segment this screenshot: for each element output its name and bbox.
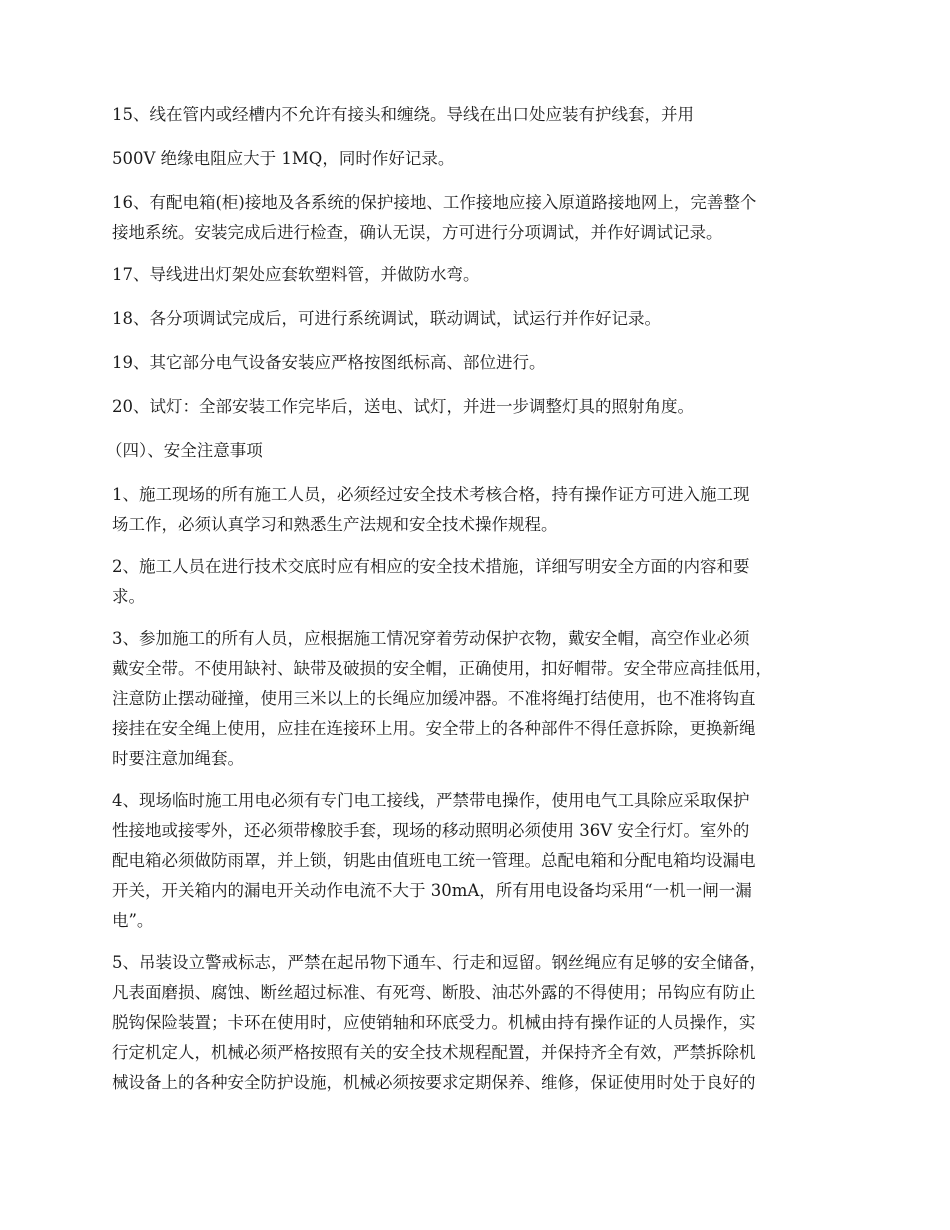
safety-items [112,480,840,1098]
text-line: 配电箱必须做防雨罩，并上锁，钥匙由值班电工统一管理。总配电箱和分配电箱均设漏电 [112,851,756,870]
text-line: 时要注意加绳套。 [112,749,244,768]
paragraph-p15b [112,144,840,174]
text-line: 500V 绝缘电阻应大于 1MQ，同时作好记录。 [112,149,455,168]
paragraph-p17 [112,260,840,290]
paragraph-p15a [112,100,840,130]
text-line: 接挂在安全绳上使用，应挂在连接环上用。安全带上的各种部件不得任意拆除，更换新绳 [112,719,756,738]
paragraph-p18 [112,304,840,334]
document-page [106,100,840,1110]
text-line: 4、现场临时施工用电必须有专门电工接线，严禁带电操作，使用电气工具除应采取保护 [112,791,750,810]
text-line: 18、各分项调试完成后，可进行系统调试，联动调试，试运行并作好记录。 [112,309,661,328]
paragraph-p19 [112,348,840,378]
paragraph-p16 [112,188,840,248]
text-line: 场工作，必须认真学习和熟悉生产法规和安全技术操作规程。 [112,515,558,534]
text-line: 16、有配电箱(柜)接地及各系统的保护接地、工作接地应接入原道路接地网上，完善整个 [112,193,757,212]
text-line: 2、施工人员在进行技术交底时应有相应的安全技术措施，详细写明安全方面的内容和要 [112,557,750,576]
text-line: 19、其它部分电气设备安装应严格按图纸标高、部位进行。 [112,353,546,372]
safety-item-s2 [112,552,840,612]
text-line: 械设备上的各种安全防护设施，机械必须按要求定期保养、维修，保证使用时处于良好的 [112,1073,756,1092]
text-line: 3、参加施工的所有人员，应根据施工情况穿着劳动保护衣物，戴安全帽，高空作业必须 [112,629,750,648]
text-line: 性接地或接零外，还必须带橡胶手套，现场的移动照明必须使用 36V 安全行灯。室外的 [112,821,750,840]
text-line: 求。 [112,587,145,606]
text-line: 戴安全带。不使用缺衬、缺带及破损的安全帽，正确使用，扣好帽带。安全带应高挂低用， [112,659,772,678]
text-line: 行定机定人，机械必须严格按照有关的安全技术规程配置，并保持齐全有效，严禁拆除机 [112,1043,756,1062]
construction-steps [112,100,840,422]
text-line: 接地系统。安装完成后进行检查，确认无误，方可进行分项调试，并作好调试记录。 [112,223,723,242]
text-line: 开关，开关箱内的漏电开关动作电流不大于 30mA，所有用电设备均采用“一机一闸一漏 [112,881,752,900]
text-line: 脱钩保险装置；卡环在使用时，应使销轴和环底受力。机械由持有操作证的人员操作，实 [112,1013,756,1032]
text-line: 20、试灯：全部安装工作完毕后，送电、试灯，并进一步调整灯具的照射角度。 [112,397,694,416]
section-heading: （四）、安全注意事项 [106,441,263,460]
text-line: 凡表面磨损、腐蚀、断丝超过标准、有死弯、断股、油芯外露的不得使用；吊钩应有防止 [112,983,756,1002]
text-line: 17、导线进出灯架处应套软塑料管，并做防水弯。 [112,265,480,284]
safety-item-s4 [112,786,840,936]
safety-item-s1 [112,480,840,540]
paragraph-p20 [112,392,840,422]
text-line: 注意防止摆动碰撞，使用三米以上的长绳应加缓冲器。不准将绳打结使用，也不准将钩直 [112,689,756,708]
text-line: 1、施工现场的所有施工人员，必须经过安全技术考核合格，持有操作证方可进入施工现 [112,485,750,504]
text-line: 5、吊装设立警戒标志，严禁在起吊物下通车、行走和逗留。钢丝绳应有足够的安全储备， [112,953,766,972]
safety-item-s3 [112,624,840,774]
safety-item-s5 [112,948,840,1098]
text-line: 15、线在管内或经槽内不允许有接头和缠绕。导线在出口处应装有护线套，并用 [112,105,694,124]
text-line: 电”。 [112,911,154,930]
